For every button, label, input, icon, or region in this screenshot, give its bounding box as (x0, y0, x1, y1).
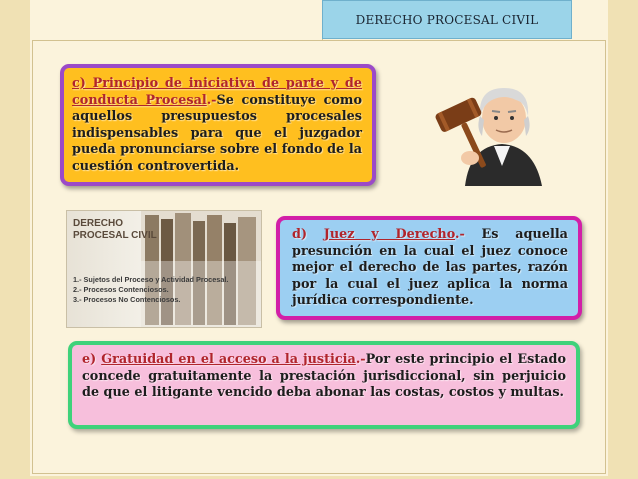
card-c-body: Se constituye como aquellos presupuestos procesales indispensables para que el juzgador pueda pronunciarse sobre el fondo de la cuestión controvertida. (72, 92, 362, 174)
book-topic-item: 3.- Procesos No Contenciosos. (73, 295, 181, 304)
card-e-heading: Gratuidad en el acceso a la justicia (101, 352, 356, 367)
card-juez-derecho (276, 216, 582, 320)
book-cover-image (66, 210, 262, 328)
card-c-separator: .- (206, 92, 217, 108)
card-d-heading: Juez y Derecho (323, 227, 456, 242)
book-topic-item: 2.- Procesos Contenciosos. (73, 285, 169, 294)
card-e-lead: e) (82, 352, 102, 367)
book-topic-list (73, 275, 228, 305)
slide-header (322, 0, 572, 39)
book-title (73, 218, 157, 242)
bookshelf-image (141, 211, 261, 328)
card-e-separator: .- (355, 352, 366, 367)
header-title: DERECHO PROCESAL CIVIL (355, 12, 539, 27)
judge-gavel-icon (430, 66, 575, 191)
card-d-body: Es aquella presunción en la cual el juez conoce mejor el derecho de las partes, razón por la cual el juez aplica la norma jurídica correspondiente. (292, 227, 568, 308)
card-gratuidad (68, 341, 580, 429)
book-topic-item: 1.- Sujetos del Proceso y Actividad Procesal. (73, 275, 229, 284)
book-title-line-1: DERECHO (73, 218, 124, 229)
card-d-lead: d) (292, 227, 324, 242)
card-principio-iniciativa (60, 64, 376, 186)
book-title-line-2: PROCESAL CIVIL (73, 230, 157, 241)
card-c-heading: c) Principio de iniciativa de parte y de conducta Procesal (72, 76, 362, 108)
card-e-body: Por este principio el Estado concede gratuitamente la prestación jurisdiccional, sin perjuicio de que el litigante vencido deba abonar las costas, costos y multas. (82, 352, 566, 400)
card-d-separator: .- (455, 227, 465, 242)
